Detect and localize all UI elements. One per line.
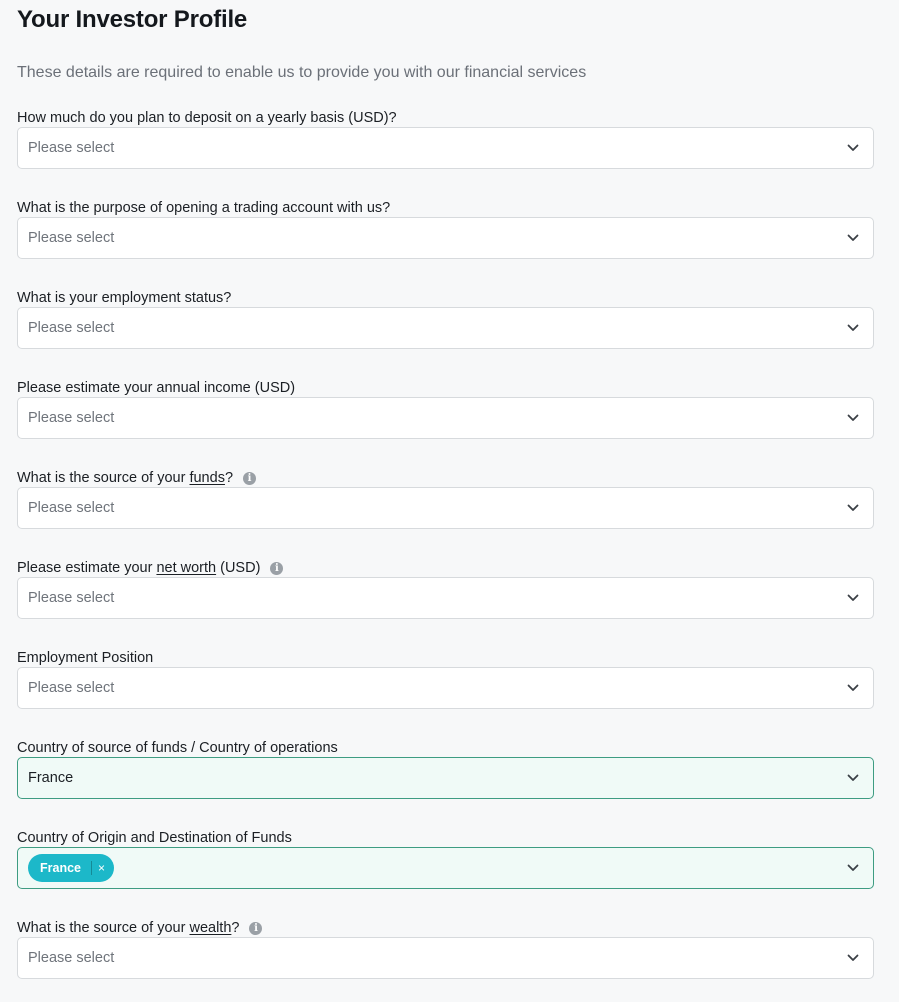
employment-position-select-value: Please select (28, 680, 115, 696)
employment-position-field (17, 648, 874, 696)
chip-remove-icon[interactable]: × (98, 861, 106, 875)
net-worth-select[interactable] (17, 577, 874, 619)
deposit-label: How much do you plan to deposit on a yearly basis (USD)? (17, 110, 397, 126)
funds-link[interactable]: funds (189, 470, 225, 486)
chevron-down-icon (847, 414, 859, 422)
employment-status-field (17, 288, 874, 336)
country-of-operations-field (17, 738, 874, 786)
deposit-select[interactable] (17, 127, 874, 169)
chevron-down-icon (847, 324, 859, 332)
chevron-down-icon (847, 144, 859, 152)
chip-label: France (40, 861, 81, 875)
net-worth-select-value: Please select (28, 590, 115, 606)
source-of-wealth-label-text: What is the source of your (17, 920, 190, 936)
chevron-down-icon (847, 684, 859, 692)
employment-status-label: What is your employment status? (17, 290, 232, 306)
purpose-field (17, 198, 874, 246)
chevron-down-icon (847, 954, 859, 962)
employment-position-label: Employment Position (17, 650, 154, 666)
country-origin-destination-select[interactable] (17, 847, 874, 889)
page-title: Your Investor Profile (17, 6, 248, 33)
source-of-wealth-label (17, 918, 874, 938)
info-icon[interactable]: i (270, 562, 283, 575)
chevron-down-icon (847, 234, 859, 242)
annual-income-field (17, 378, 874, 426)
purpose-select[interactable] (17, 217, 874, 259)
annual-income-select-value: Please select (28, 410, 115, 426)
chevron-down-icon (847, 504, 859, 512)
deposit-field (17, 108, 874, 156)
country-origin-destination-label: Country of Origin and Destination of Funds (17, 830, 292, 846)
purpose-label: What is the purpose of opening a trading account with us? (17, 200, 391, 216)
source-of-funds-select-value: Please select (28, 500, 115, 516)
source-of-funds-label (17, 468, 874, 488)
info-icon[interactable]: i (249, 922, 262, 935)
country-of-operations-label: Country of source of funds / Country of operations (17, 740, 338, 756)
employment-status-select-value: Please select (28, 320, 115, 336)
deposit-select-value: Please select (28, 140, 115, 156)
country-of-operations-select-value: France (28, 770, 74, 786)
chevron-down-icon (847, 864, 859, 872)
source-of-funds-label-suffix: ? (224, 470, 234, 486)
net-worth-label (17, 558, 874, 578)
country-origin-destination-field (17, 828, 874, 875)
chevron-down-icon (847, 774, 859, 782)
source-of-wealth-select-value: Please select (28, 950, 115, 966)
net-worth-label-text: Please estimate your (17, 560, 157, 576)
employment-status-select[interactable] (17, 307, 874, 349)
source-of-funds-select[interactable] (17, 487, 874, 529)
info-icon[interactable]: i (243, 472, 256, 485)
source-of-wealth-field (17, 918, 874, 966)
net-worth-link[interactable]: net worth (156, 560, 217, 576)
annual-income-select[interactable] (17, 397, 874, 439)
source-of-wealth-select[interactable] (17, 937, 874, 979)
source-of-funds-field (17, 468, 874, 516)
selected-country-chip (28, 854, 114, 882)
net-worth-label-suffix: (USD) (216, 560, 261, 576)
annual-income-label: Please estimate your annual income (USD) (17, 380, 296, 396)
purpose-select-value: Please select (28, 230, 115, 246)
source-of-wealth-label-suffix: ? (231, 920, 240, 936)
chevron-down-icon (847, 594, 859, 602)
net-worth-field (17, 558, 874, 606)
wealth-link[interactable]: wealth (189, 920, 232, 936)
page-subtitle: These details are required to enable us to provide you with our financial services (17, 64, 587, 81)
source-of-funds-label-text: What is the source of your (17, 470, 190, 486)
country-of-operations-select[interactable] (17, 757, 874, 799)
employment-position-select[interactable] (17, 667, 874, 709)
